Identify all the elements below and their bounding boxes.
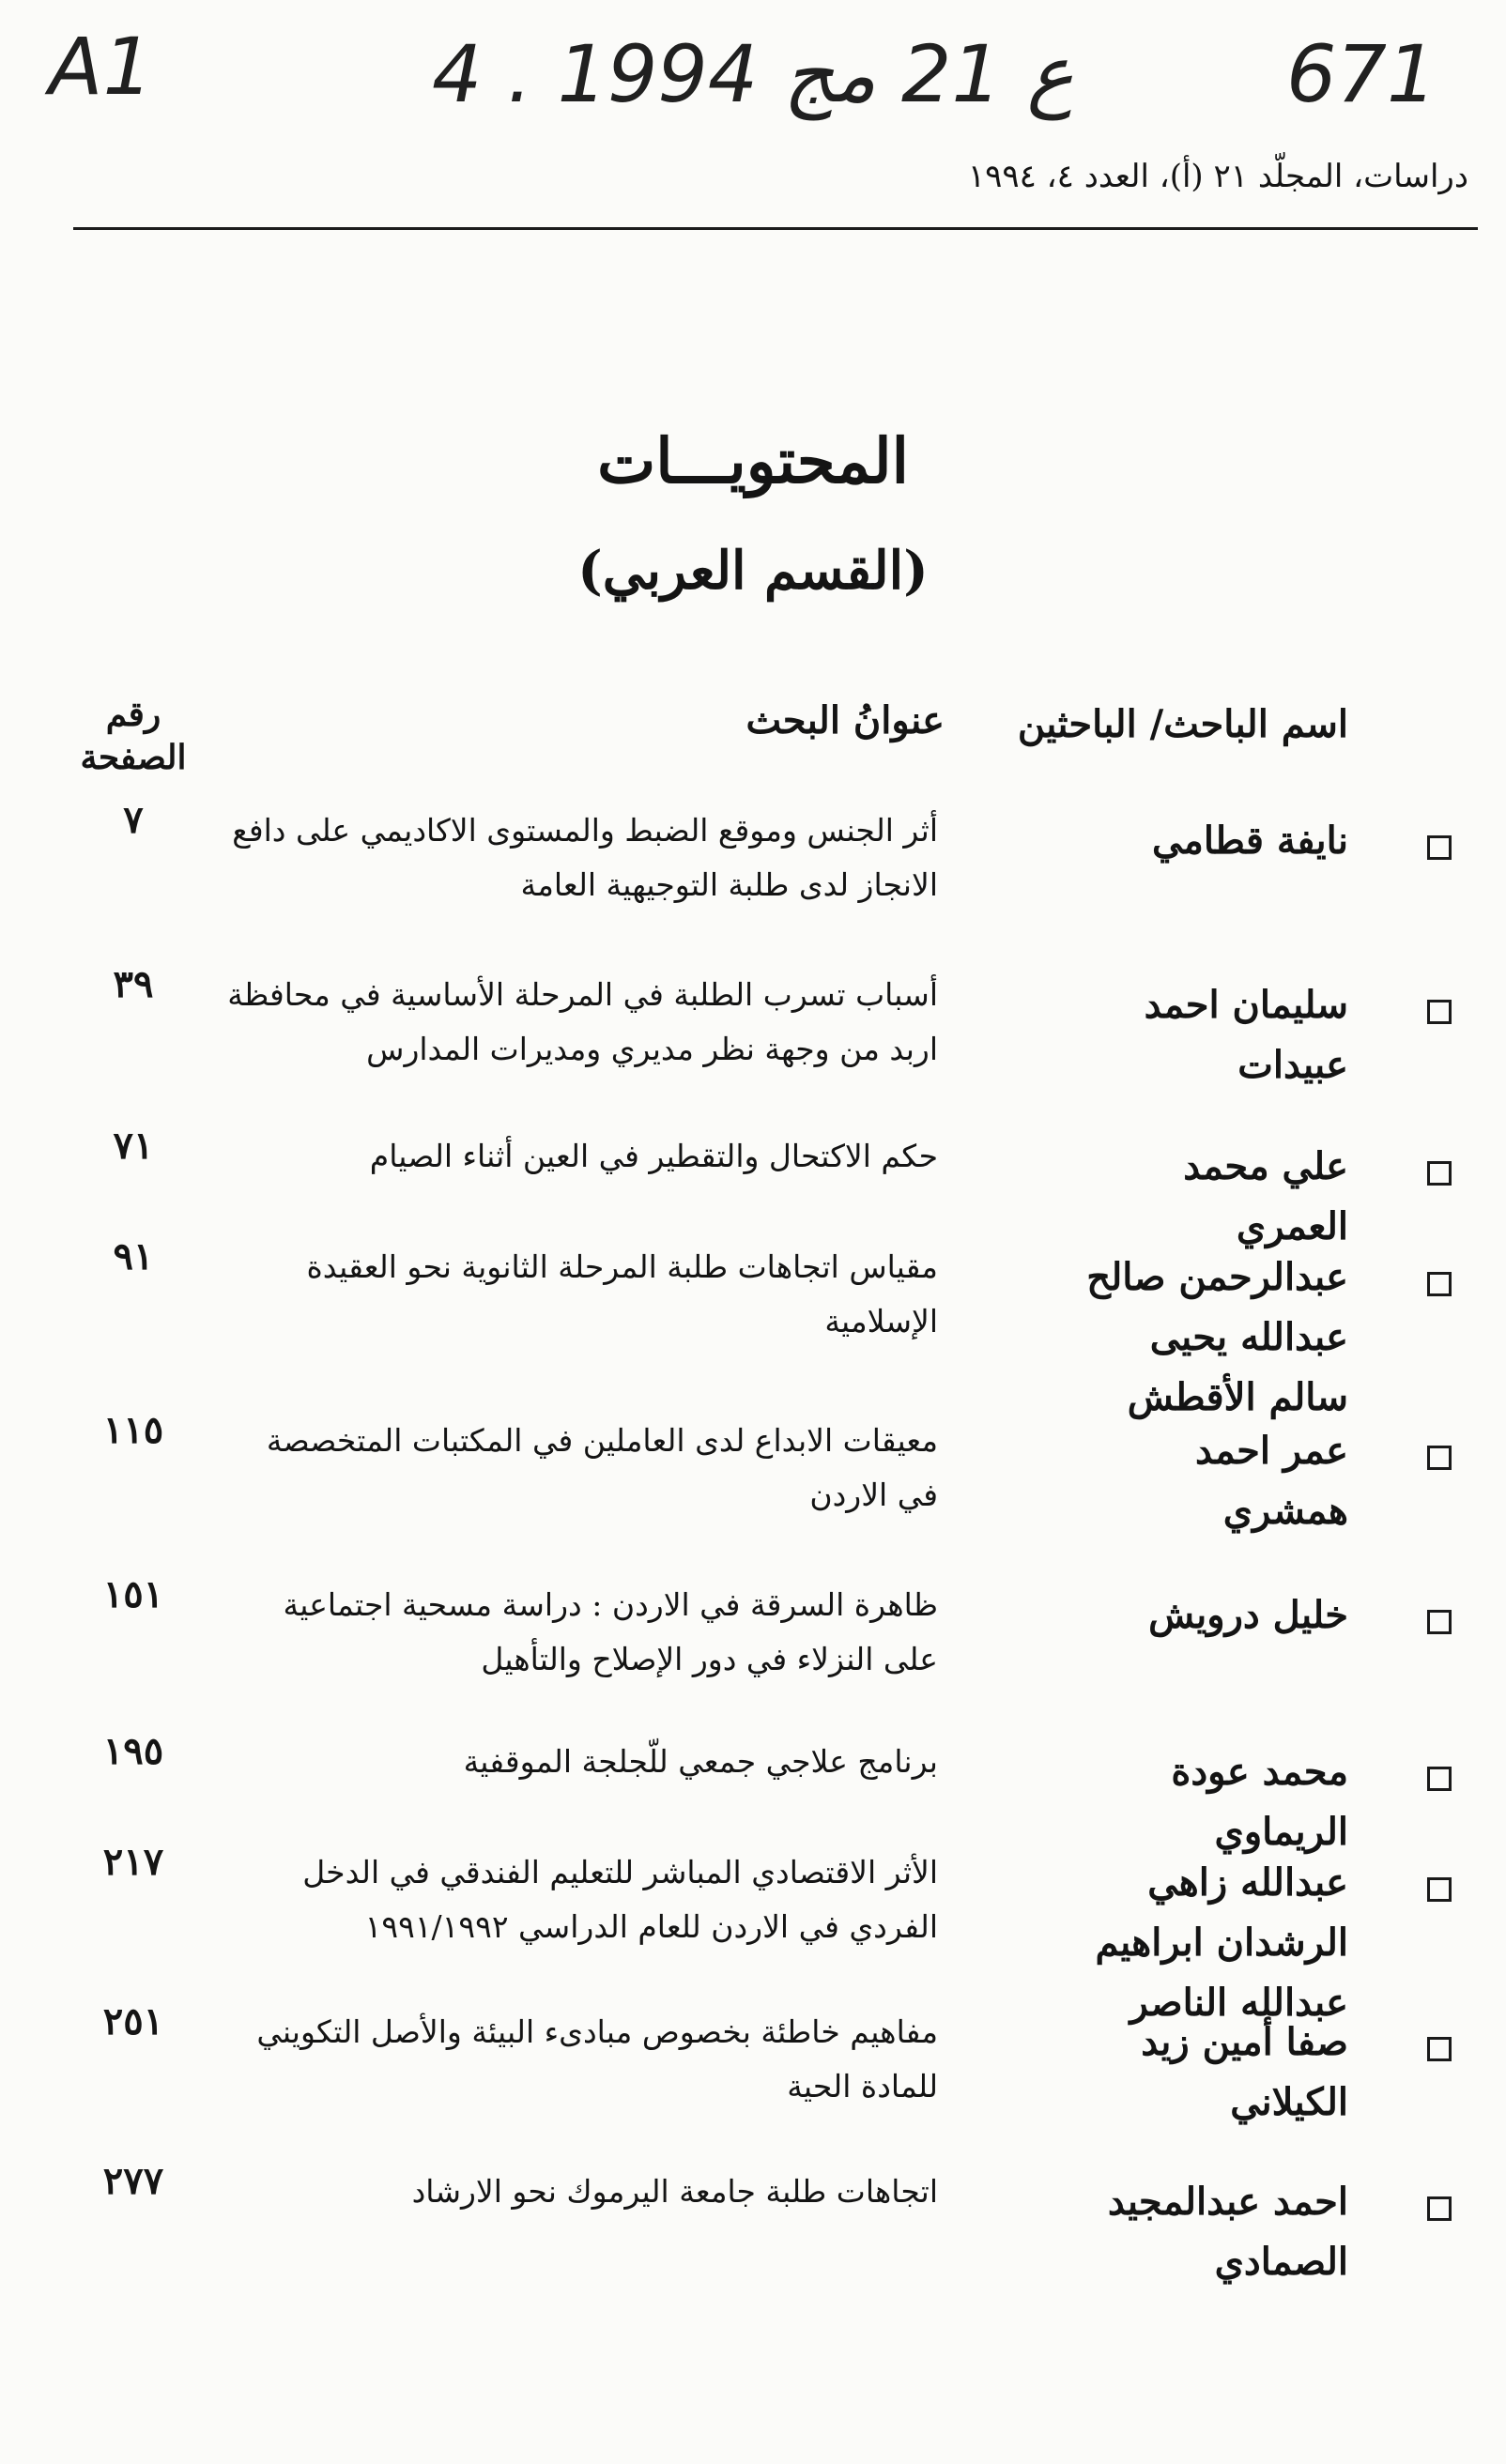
- handwritten-number: 671: [1286, 28, 1437, 120]
- entry-page: ٩١: [113, 1234, 154, 1278]
- column-header-page-line1: رقم: [105, 695, 161, 734]
- entry-page: ١٥١: [102, 1572, 164, 1616]
- entry-authors: خليل درويش: [1148, 1593, 1348, 1637]
- column-header-page-line2: الصفحة: [80, 738, 187, 777]
- entry-authors: صفا أمين زيد الكيلاني: [1141, 2020, 1348, 2124]
- entry-page: ١١٥: [102, 1408, 164, 1452]
- column-header-page: [68, 693, 199, 779]
- entry-page: ٢٥١: [102, 1999, 164, 2043]
- entry-authors: عبدالله زاهي الرشدان ابراهيم عبدالله الناصر: [1095, 1860, 1348, 2025]
- checkbox-icon: [1427, 1161, 1452, 1186]
- entry-title: اتجاهات طلبة جامعة اليرموك نحو الارشاد: [411, 2173, 938, 2210]
- column-header-title: عنوانُ البحث: [745, 698, 945, 742]
- checkbox-icon: [1427, 2037, 1452, 2061]
- checkbox-icon: [1427, 1610, 1452, 1634]
- entry-page: ٢١٧: [102, 1840, 164, 1884]
- entry-page: ٢٧٧: [102, 2159, 164, 2203]
- section-subtitle: (القسم العربي): [577, 540, 929, 602]
- entry-title: مقياس اتجاهات طلبة المرحلة الثانوية نحو العقيدة الإسلامية: [306, 1248, 938, 1339]
- entry-title: برنامج علاجي جمعي للّجلجة الموقفية: [463, 1743, 938, 1780]
- checkbox-icon: [1427, 1446, 1452, 1470]
- entry-authors: محمد عودة الريماوي: [1171, 1750, 1348, 1854]
- entry-title: حكم الاكتحال والتقطير في العين أثناء الصيام: [369, 1138, 938, 1174]
- handwritten-code: A1: [49, 21, 153, 113]
- handwritten-reference: 4 . ع 21 مج 1994: [432, 28, 1074, 120]
- entry-authors: علي محمد العمري: [1183, 1144, 1348, 1248]
- header-divider: [73, 227, 1478, 230]
- entry-title: ظاهرة السرقة في الاردن : دراسة مسحية اجتماعية على النزلاء في دور الإصلاح والتأهيل: [283, 1586, 938, 1677]
- entry-title: مفاهيم خاطئة بخصوص مبادىء البيئة والأصل التكويني للمادة الحية: [256, 2013, 938, 2104]
- entry-title: الأثر الاقتصادي المباشر للتعليم الفندقي في الدخل الفردي في الاردن للعام الدراسي ١٩٩١/١٩٩٢: [302, 1854, 938, 1945]
- checkbox-icon: [1427, 2196, 1452, 2221]
- checkbox-icon: [1427, 835, 1452, 860]
- page-title: المحتويـــات: [597, 424, 909, 497]
- entry-title: أسباب تسرب الطلبة في المرحلة الأساسية في محافظة اربد من وجهة نظر مديري ومديرات المدارس: [227, 976, 938, 1067]
- entry-page: ١٩٥: [102, 1729, 164, 1773]
- entry-page: ٧١: [113, 1124, 154, 1168]
- journal-citation: دراسات، المجلّد ٢١ (أ)، العدد ٤، ١٩٩٤: [967, 158, 1468, 195]
- checkbox-icon: [1427, 1767, 1452, 1791]
- entry-authors: عمر احمد همشري: [1195, 1429, 1348, 1533]
- entry-page: ٧: [123, 798, 144, 842]
- entry-title: معيقات الابداع لدى العاملين في المكتبات المتخصصة في الاردن: [266, 1422, 938, 1513]
- entry-title: أثر الجنس وموقع الضبط والمستوى الاكاديمي على دافع الانجاز لدى طلبة التوجيهية العامة: [232, 812, 938, 903]
- entry-authors: احمد عبدالمجيد الصمادي: [1107, 2180, 1348, 2284]
- entry-page: ٣٩: [113, 962, 154, 1006]
- checkbox-icon: [1427, 1000, 1452, 1024]
- checkbox-icon: [1427, 1877, 1452, 1902]
- entry-authors: عبدالرحمن صالح عبدالله يحيى سالم الأقطش: [1086, 1255, 1348, 1419]
- column-header-author: اسم الباحث/ الباحثين: [1017, 702, 1348, 746]
- entry-authors: نايفة قطامي: [1152, 819, 1348, 863]
- entry-authors: سليمان احمد عبيدات: [1144, 983, 1348, 1087]
- checkbox-icon: [1427, 1272, 1452, 1296]
